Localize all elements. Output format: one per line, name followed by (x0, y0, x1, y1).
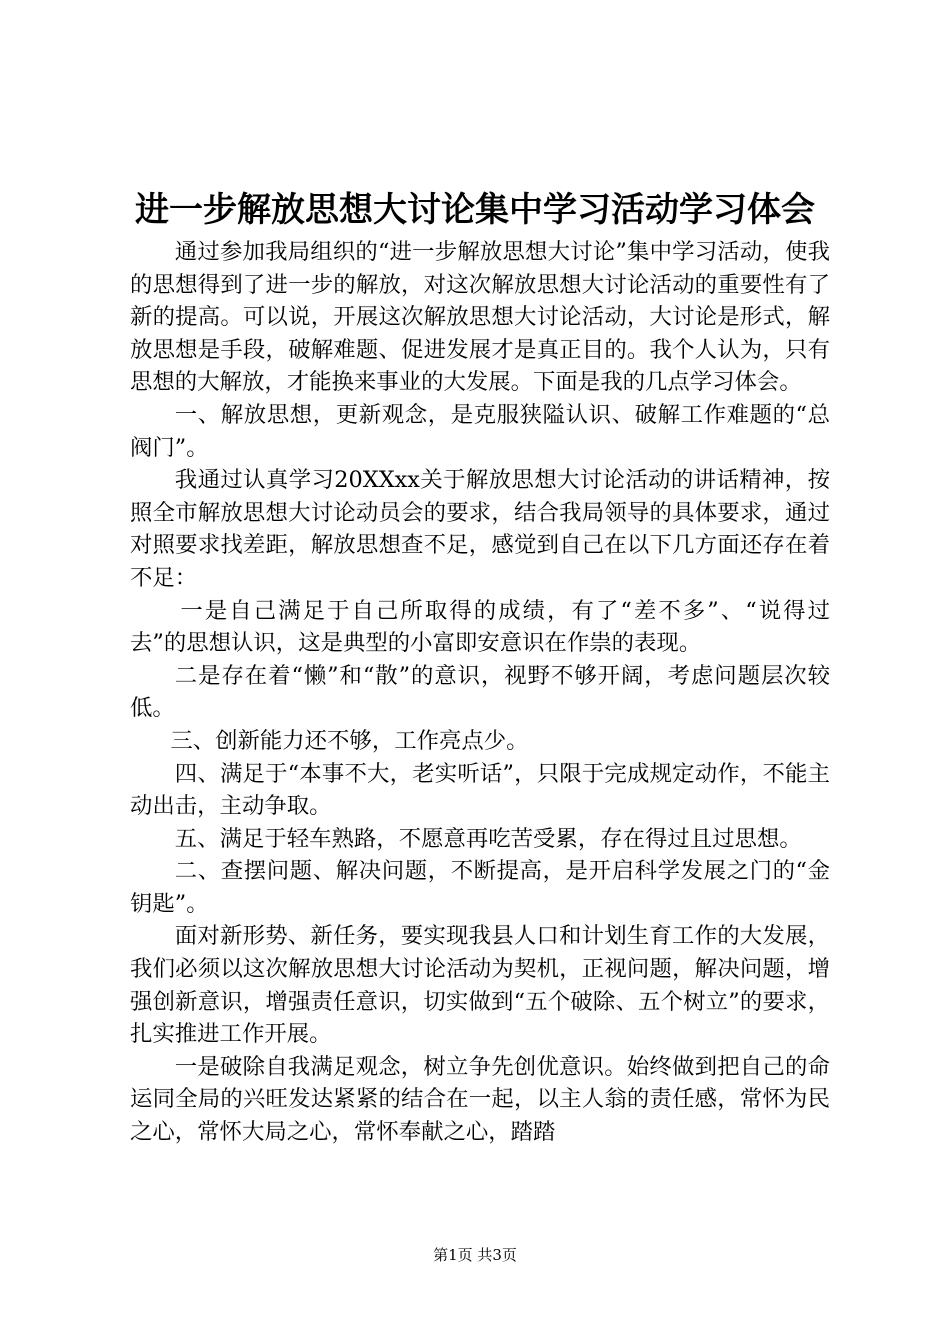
document-title: 进一步解放思想大讨论集中学习活动学习体会 (135, 190, 815, 230)
paragraph-shortcoming-four: 四、满足于“本事不大，老实听话”，只限于完成规定动作，不能主动出击，主动争取。 (130, 760, 830, 820)
paragraph-shortcoming-one: 一是自己满足于自己所取得的成绩，有了“差不多”、“说得过去”的思想认识，这是典型的小富即安意识在作祟的表现。 (130, 597, 830, 657)
paragraph-shortcoming-five: 五、满足于轻车熟路，不愿意再吃苦受累，存在得过且过思想。 (174, 825, 802, 852)
paragraph-intro: 通过参加我局组织的“进一步解放思想大讨论”集中学习活动，使我的思想得到了进一步的解放，对这次解放思想大讨论活动的重要性有了新的提高。可以说，开展这次解放思想大讨论活动，大讨论是形式，解放思想是手段，破解难题、促进发展才是真正目的。我个人认为，只有思想的大解放，才能换来事业的大发展。下面是我的几点学习体会。 (130, 239, 830, 396)
paragraph-section-one-heading: 一、解放思想，更新观念，是克服狭隘认识、破解工作难题的“总阀门”。 (130, 401, 830, 461)
paragraph-shortcoming-three: 三、创新能力还不够，工作亮点少。 (170, 727, 529, 754)
paragraph-shortcoming-two: 二是存在着“懒”和“散”的意识，视野不够开阔，考虑问题层次较低。 (130, 662, 830, 722)
paragraph-study-summary: 我通过认真学习20XXxx关于解放思想大讨论活动的讲话精神，按照全市解放思想大讨论动员会的要求，结合我局领导的具体要求，通过对照要求找差距，解放思想查不足，感觉到自己在以下几方面还存在着不足： (130, 467, 830, 591)
page-footer: 第1页 共3页 (433, 1246, 517, 1264)
paragraph-section-two-heading: 二、查摆问题、解决问题，不断提高，是开启科学发展之门的“金钥匙”。 (130, 858, 830, 917)
paragraph-measure-one: 一是破除自我满足观念，树立争先创优意识。始终做到把自己的命运同全局的兴旺发达紧紧的结合在一起，以主人翁的责任感，常怀为民之心，常怀大局之心，常怀奉献之心，踏踏 (130, 1053, 830, 1146)
document-body (130, 236, 830, 1149)
paragraph-new-situation: 面对新形势、新任务，要实现我县人口和计划生育工作的大发展，我们必须以这次解放思想大讨论活动为契机，正视问题，解决问题，增强创新意识，增强责任意识，切实做到“五个破除、五个树立”的要求，扎实推进工作开展。 (130, 923, 830, 1048)
